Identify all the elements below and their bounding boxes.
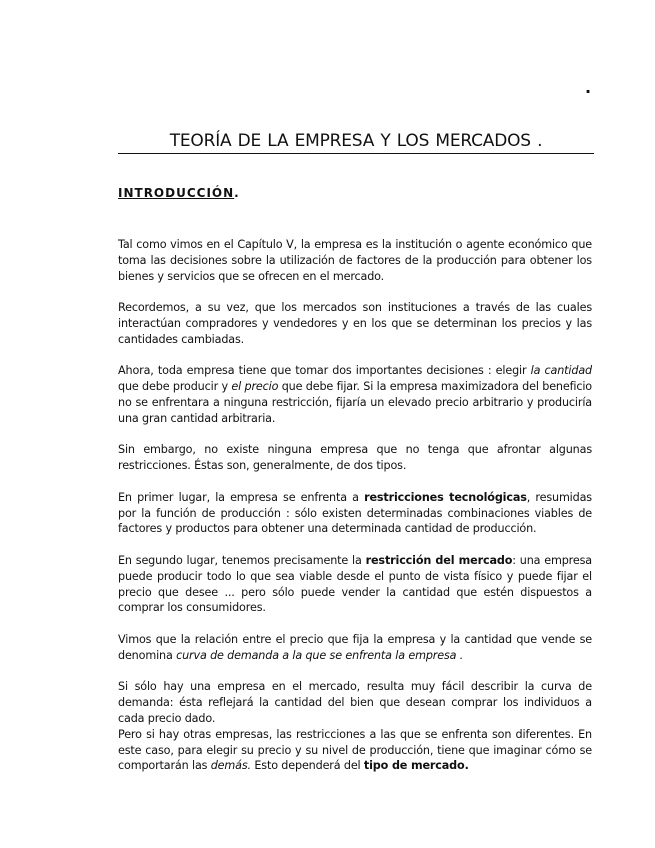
p5-bold-term: restricciones tecnológicas	[364, 490, 527, 504]
p6-bold-term: restricción del mercado	[365, 553, 513, 567]
paragraph-5	[118, 490, 592, 537]
paragraph-6	[118, 553, 592, 616]
paragraph-3	[118, 363, 592, 426]
section-heading-label: INTRODUCCIÓN	[118, 186, 235, 200]
paragraph-9	[118, 727, 592, 774]
p3-text-c: que debe producir y	[118, 380, 232, 394]
p7-text-a: Vimos que la relación entre el precio que fija la empresa y la cantidad que vende se denomina	[118, 632, 592, 662]
p6-text-c: : una empresa puede producir todo lo que sea viable desde el punto de vista físico y puede fijar el precio que desee ... pero sólo puede vender la cantidad que estén dispuestos a comprar los consumidores.	[118, 553, 592, 615]
p5-text-a: En primer lugar, la empresa se enfrenta a	[118, 490, 365, 504]
p9-text-a: Pero si hay otras empresas, las restricciones a las que se enfrenta son diferentes. En este caso, para elegir su precio y su nivel de producción, tiene que imaginar cómo se comportarán las	[118, 727, 592, 773]
p9-text-c: Esto dependerá del	[250, 759, 364, 773]
p3-emph-cantidad: la cantidad	[530, 364, 592, 378]
p3-emph-precio: el precio	[231, 380, 279, 394]
section-heading	[118, 186, 240, 200]
paragraph-1: Tal como vimos en el Capítulo V, la empresa es la institución o agente económico que toma las decisiones sobre la utilización de factores de la producción para obtener los bienes y servicios que se ofrecen en el mercado.	[118, 238, 592, 283]
p3-text-e: que debe fijar. Si la empresa maximizadora del beneficio no se enfrentara a ninguna restricción, fijaría un elevado precio arbitrario y produciría una gran cantidad arbitraria.	[118, 380, 593, 425]
paragraph-7	[118, 632, 592, 664]
p9-emph-demas: demás.	[210, 759, 251, 773]
p5-text-c: , resumidas por la función de producción : sólo existen determinadas combinaciones viables de factores y productos para obtener una determinada cantidad de producción.	[118, 490, 592, 536]
p3-text-a: Ahora, toda empresa tiene que tomar dos importantes decisiones : elegir	[118, 364, 531, 378]
p9-bold-term: tipo de mercado.	[363, 759, 469, 773]
page-mark: .	[585, 78, 592, 97]
p7-emph-term: curva de demanda a la que se enfrenta la empresa .	[176, 648, 464, 662]
document-title: TEORÍA DE LA EMPRESA Y LOS MERCADOS .	[118, 131, 594, 154]
section-heading-punct: .	[234, 186, 240, 200]
paragraph-8: Si sólo hay una empresa en el mercado, resulta muy fácil describir la curva de demanda: ésta reflejará la cantidad del bien que desean comprar los individuos a cada precio dado.	[118, 680, 592, 725]
p6-text-a: En segundo lugar, tenemos precisamente la	[118, 553, 366, 567]
document-body	[118, 237, 592, 790]
paragraph-4: Sin embargo, no existe ninguna empresa que no tenga que afrontar algunas restricciones. Éstas son, generalmente, de dos tipos.	[118, 443, 592, 473]
paragraph-2: Recordemos, a su vez, que los mercados son instituciones a través de las cuales interactúan compradores y vendedores y en los que se determinan los precios y las cantidades cambiadas.	[118, 301, 592, 346]
